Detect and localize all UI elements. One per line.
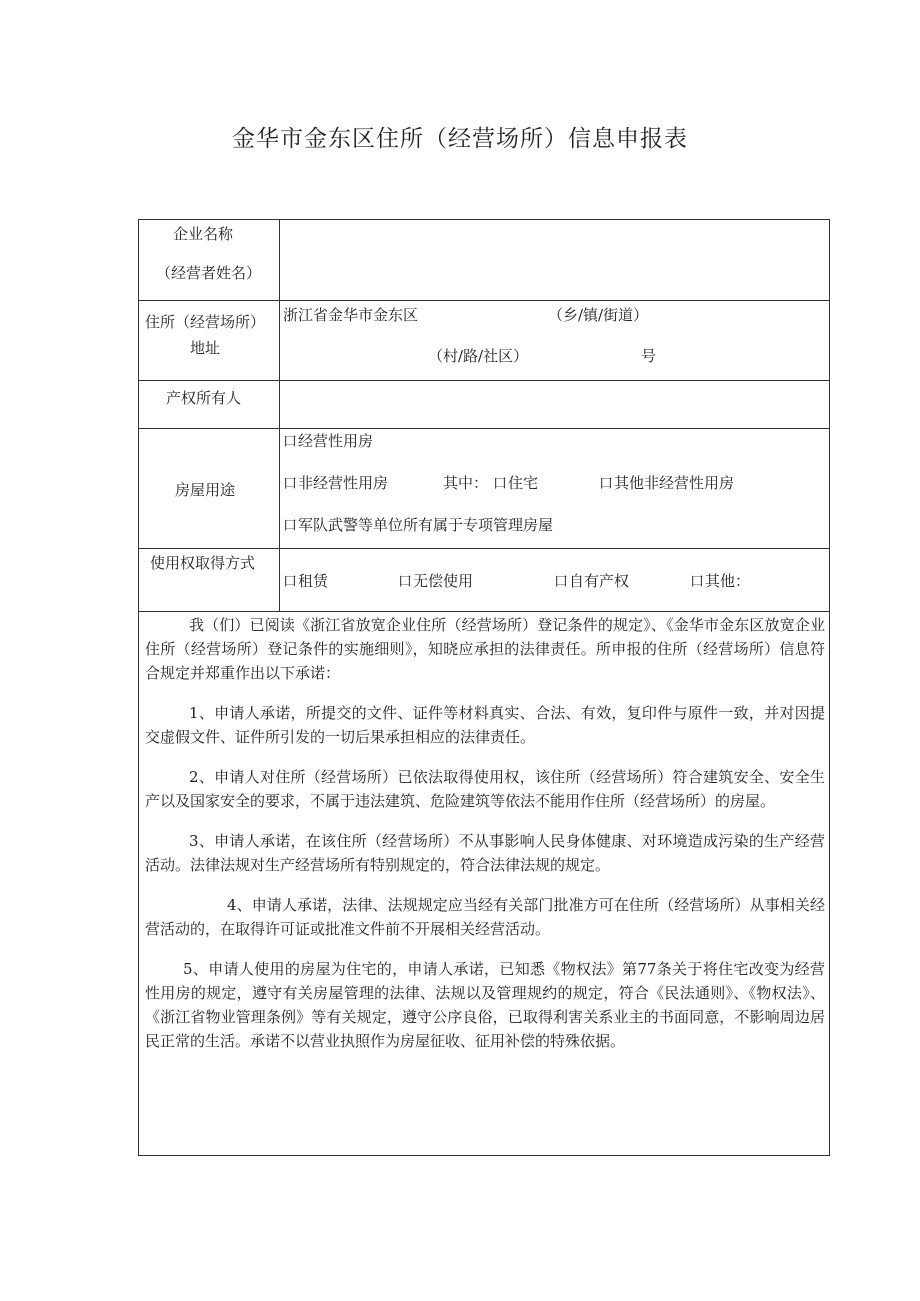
pledge-item-2: 2、申请人对住所（经营场所）已依法取得使用权，该住所（经营场所）符合建筑安全、安全生产以及国家安全的要求，不属于违法建筑、危险建筑等依法不能用作住所（经营场所）的房屋。	[145, 768, 825, 810]
property-owner-label-cell	[139, 381, 280, 428]
house-usage-options	[280, 429, 829, 548]
pledge-item-3: 3、申请人承诺，在该住所（经营场所）不从事影响人民身体健康、对环境造成污染的生产经营活动。法律法规对生产经营场所有特别规定的，符合法律法规的规定。	[145, 832, 825, 874]
address-village-suffix: （村/路/社区）	[428, 347, 529, 365]
usage-other-nonbusiness-option[interactable]: 口其他非经营性用房	[599, 474, 735, 492]
company-name-label-cell	[139, 220, 280, 300]
company-name-field[interactable]	[280, 220, 829, 300]
usage-military-option[interactable]: 口军队武警等单位所有属于专项管理房屋	[283, 516, 554, 534]
pledge-item-4: 4、申请人承诺，法律、法规规定应当经有关部门批准方可在住所（经营场所）从事相关经营活动的，在取得许可证或批准文件前不开展相关经营活动。	[145, 896, 825, 938]
pledge-intro: 我（们）已阅读《浙江省放宽企业住所（经营场所）登记条件的规定》、《金华市金东区放宽企业住所（经营场所）登记条件的实施细则》，知晓应承担的法律责任。所申报的住所（经营场所）信息符合规定并郑重作出以下承诺：	[145, 616, 825, 682]
usage-nonbusiness-option[interactable]: 口非经营性用房	[283, 474, 389, 492]
address-label: 住所（经营场所）	[145, 313, 266, 331]
house-usage-label: 房屋用途	[175, 481, 236, 499]
house-usage-row	[139, 429, 829, 549]
usage-among-label: 其中：	[443, 474, 489, 492]
acquisition-label-cell	[139, 549, 280, 611]
address-field[interactable]	[280, 301, 829, 380]
checkbox-icon[interactable]: 口	[599, 476, 613, 492]
declaration-form	[138, 219, 830, 1156]
property-owner-label: 产权所有人	[166, 389, 242, 407]
pledge-item-5: 5、申请人使用的房屋为住宅的，申请人承诺，已知悉《物权法》第77条关于将住宅改变为经营性用房的规定，遵守有关房屋管理的法律、法规以及管理规约的规定，符合《民法通则》、《物权法》、《浙江省物业管理条例》等有关规定，遵守公序良俗，已取得利害关系业主的书面同意，不影响周边居民正常的生活。承诺不以营业执照作为房屋征收、征用补偿的特殊依据。	[145, 960, 825, 1050]
pledge-item-1: 1、申请人承诺，所提交的文件、证件等材料真实、合法、有效，复印件与原件一致，并对因提交虚假文件、证件所引发的一切后果承担相应的法律责任。	[145, 704, 825, 746]
acquisition-row	[139, 549, 829, 612]
usage-business-option[interactable]: 口经营性用房	[283, 432, 374, 450]
company-name-row	[139, 220, 829, 301]
usage-residential-option[interactable]: 口住宅	[493, 474, 539, 492]
checkbox-icon[interactable]: 口	[283, 476, 297, 492]
pledge-section	[145, 613, 825, 1053]
acquisition-free-option[interactable]: 口无偿使用	[398, 572, 474, 590]
house-usage-label-cell	[139, 429, 280, 548]
acquisition-other-option[interactable]: 口其他：	[690, 572, 751, 590]
checkbox-icon[interactable]: 口	[283, 518, 297, 534]
page-title: 金华市金东区住所（经营场所）信息申报表	[232, 126, 688, 152]
checkbox-icon[interactable]: 口	[690, 574, 704, 590]
property-owner-row	[139, 381, 829, 429]
property-owner-field[interactable]	[280, 381, 829, 428]
address-row	[139, 301, 829, 381]
operator-name-label: （经营者姓名）	[156, 264, 262, 282]
checkbox-icon[interactable]: 口	[398, 574, 412, 590]
address-prefix: 浙江省金华市金东区	[283, 306, 419, 324]
acquisition-lease-option[interactable]: 口租赁	[283, 572, 329, 590]
checkbox-icon[interactable]: 口	[493, 476, 507, 492]
company-name-label: 企业名称	[173, 225, 234, 243]
acquisition-options	[280, 549, 829, 611]
address-label-cell	[139, 301, 280, 380]
address-town-suffix: （乡/镇/街道）	[548, 306, 649, 324]
acquisition-own-option[interactable]: 口自有产权	[554, 572, 630, 590]
checkbox-icon[interactable]: 口	[283, 574, 297, 590]
address-label-sub: 地址	[190, 339, 221, 357]
acquisition-label: 使用权取得方式	[150, 554, 256, 572]
checkbox-icon[interactable]: 口	[283, 434, 297, 450]
address-number-suffix: 号	[641, 347, 657, 365]
checkbox-icon[interactable]: 口	[554, 574, 568, 590]
